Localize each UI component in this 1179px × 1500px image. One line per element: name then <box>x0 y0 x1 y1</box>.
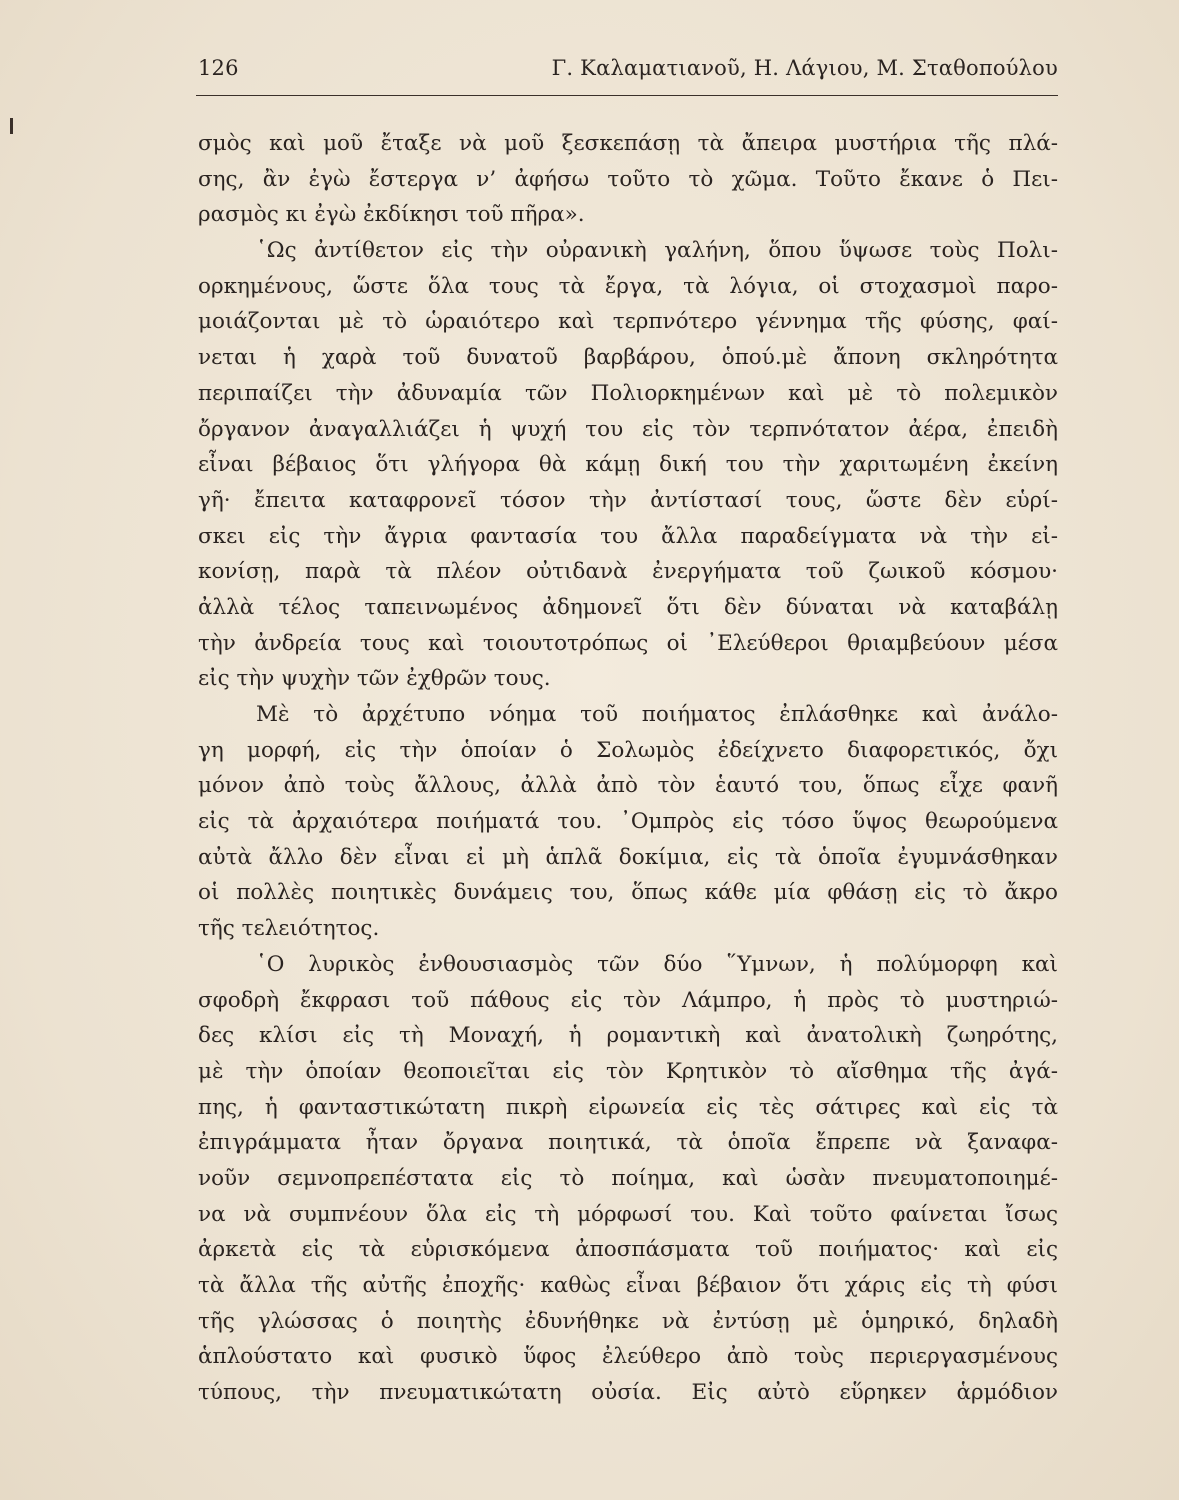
text-line: αὐτὰ ἄλλο δὲν εἶναι εἰ μὴ ἁπλᾶ δοκίμια, εἰς τὰ ὁποῖα ἐγυμνάσθηκαν <box>198 844 1058 870</box>
text-line: ἀλλὰ τέλος ταπεινωμένος ἀδημονεῖ ὅτι δὲν δύναται νὰ καταβάλῃ <box>198 594 1058 620</box>
text-line: τὴν ἀνδρεία τους καὶ τοιουτοτρόπως οἱ ᾿Ελεύθεροι θριαμβεύουν μέσα <box>198 630 1058 656</box>
text-line: μόνον ἀπὸ τοὺς ἄλλους, ἀλλὰ ἀπὸ τὸν ἑαυτό του, ὅπως εἶχε φανῆ <box>198 773 1058 799</box>
text-line: τὰ ἄλλα τῆς αὐτῆς ἐποχῆς· καθὼς εἶναι βέβαιον ὅτι χάρις εἰς τὴ φύσι <box>198 1273 1058 1298</box>
text-line: τῆς τελειότητος. <box>198 916 380 942</box>
text-line: εἶναι βέβαιος ὅτι γλήγορα θὰ κάμῃ δική του τὴν χαριτωμένη ἐκείνη <box>198 452 1058 478</box>
text-line: εἰς τὴν ψυχὴν τῶν ἐχθρῶν τους. <box>198 666 551 692</box>
text-line: μὲ τὴν ὁποίαν θεοποιεῖται εἰς τὸν Κρητικὸν τὸ αἴσθημα τῆς ἀγά- <box>198 1058 1058 1084</box>
text-line: πης, ἡ φανταστικώτατη πικρὴ εἰρωνεία εἰς τὲς σάτιρες καὶ εἰς τὰ <box>198 1094 1058 1120</box>
text-line: ὄργανον ἀναγαλλιάζει ἡ ψυχή του εἰς τὸν τερπνότατον ἀέρα, ἐπειδὴ <box>198 416 1058 442</box>
text-line: ορκημένους, ὥστε ὅλα τους τὰ ἔργα, τὰ λόγια, οἱ στοχασμοὶ παρο- <box>198 273 1058 299</box>
text-line: σης, ἂν ἐγὼ ἔστεργα ν’ ἀφήσω τοῦτο τὸ χῶμα. Τοῦτο ἔκανε ὁ Πει- <box>198 166 1058 192</box>
text-line: κονίσῃ, παρὰ τὰ πλέον οὐτιδανὰ ἐνεργήματα τοῦ ζωικοῦ κόσμου· <box>198 559 1058 585</box>
text-line: ῾Ο λυρικὸς ἐνθουσιασμὸς τῶν δύο ῞Υμνων, ἡ πολύμορφη καὶ <box>256 951 1058 977</box>
margin-mark <box>10 118 13 134</box>
text-line: ρασμὸς κι ἐγὼ ἐκδίκησι τοῦ πῆρα». <box>198 202 585 228</box>
text-line: σμὸς καὶ μοῦ ἔταξε νὰ μοῦ ξεσκεπάσῃ τὰ ἄπειρα μυστήρια τῆς πλά- <box>198 131 1058 156</box>
text-line: ῾Ως ἀντίθετον εἰς τὴν οὐρανικὴ γαλήνη, ὅπου ὕψωσε τοὺς Πολι- <box>256 238 1058 264</box>
text-line: τῆς γλώσσας ὁ ποιητὴς ἐδυνήθηκε νὰ ἐντύσῃ μὲ ὁμηρικό, δηλαδὴ <box>198 1308 1058 1334</box>
text-line: νεται ἡ χαρὰ τοῦ δυνατοῦ βαρβάρου, ὁπού.μὲ ἄπονη σκληρότητα <box>198 345 1058 371</box>
page-number: 126 <box>198 56 239 80</box>
text-line: σφοδρὴ ἔκφρασι τοῦ πάθους εἰς τὸν Λάμπρο, ἡ πρὸς τὸ μυστηριώ- <box>198 987 1058 1013</box>
running-head: Γ. Καλαματιανοῦ, Η. Λάγιου, Μ. Σταθοπούλου <box>551 56 1058 80</box>
page-header <box>198 56 1058 92</box>
text-line: Μὲ τὸ ἀρχέτυπο νόημα τοῦ ποιήματος ἐπλάσθηκε καὶ ἀνάλο- <box>256 702 1058 727</box>
text-line: νοῦν σεμνοπρεπέστατα εἰς τὸ ποίημα, καὶ ὡσὰν πνευματοποιημέ- <box>198 1165 1058 1191</box>
text-line: σκει εἰς τὴν ἄγρια φαντασία του ἄλλα παραδείγματα νὰ τὴν εἰ- <box>198 523 1058 549</box>
text-line: εἰς τὰ ἀρχαιότερα ποιήματά του. ᾿Ομπρὸς εἰς τόσο ὕψος θεωρούμενα <box>198 809 1058 835</box>
header-rule <box>196 95 1058 96</box>
text-line: περιπαίζει τὴν ἀδυναμία τῶν Πολιορκημένων καὶ μὲ τὸ πολεμικὸν <box>198 380 1058 406</box>
text-line: ἁπλούστατο καὶ φυσικὸ ὕφος ἐλεύθερο ἀπὸ τοὺς περιεργασμένους <box>198 1344 1058 1370</box>
text-line: δες κλίσι εἰς τὴ Μοναχή, ἡ ρομαντικὴ καὶ ἀνατολικὴ ζωηρότης, <box>198 1023 1058 1049</box>
text-line: τύπους, τὴν πνευματικώτατη οὐσία. Εἰς αὐτὸ εὕρηκεν ἁρμόδιον <box>198 1380 1058 1406</box>
text-line: να νὰ συμπνέουν ὅλα εἰς τὴ μόρφωσί του. Καὶ τοῦτο φαίνεται ἴσως <box>198 1201 1058 1227</box>
text-line: μοιάζονται μὲ τὸ ὡραιότερο καὶ τερπνότερο γέννημα τῆς φύσης, φαί- <box>198 309 1058 335</box>
text-line: οἱ πολλὲς ποιητικὲς δυνάμεις του, ὅπως κάθε μία φθάσῃ εἰς τὸ ἄκρο <box>198 880 1058 906</box>
text-line: ἀρκετὰ εἰς τὰ εὑρισκόμενα ἀποσπάσματα τοῦ ποιήματος· καὶ εἰς <box>198 1237 1058 1263</box>
text-line: γη μορφή, εἰς τὴν ὁποίαν ὁ Σολωμὸς ἐδείχνετο διαφορετικός, ὄχι <box>198 737 1058 763</box>
body-text <box>198 126 1058 1411</box>
text-line: ἐπιγράμματα ἦταν ὄργανα ποιητικά, τὰ ὁποῖα ἔπρεπε νὰ ξαναφα- <box>198 1130 1058 1156</box>
text-line: γῆ· ἔπειτα καταφρονεῖ τόσον τὴν ἀντίστασί τους, ὥστε δὲν εὑρί- <box>198 487 1058 513</box>
